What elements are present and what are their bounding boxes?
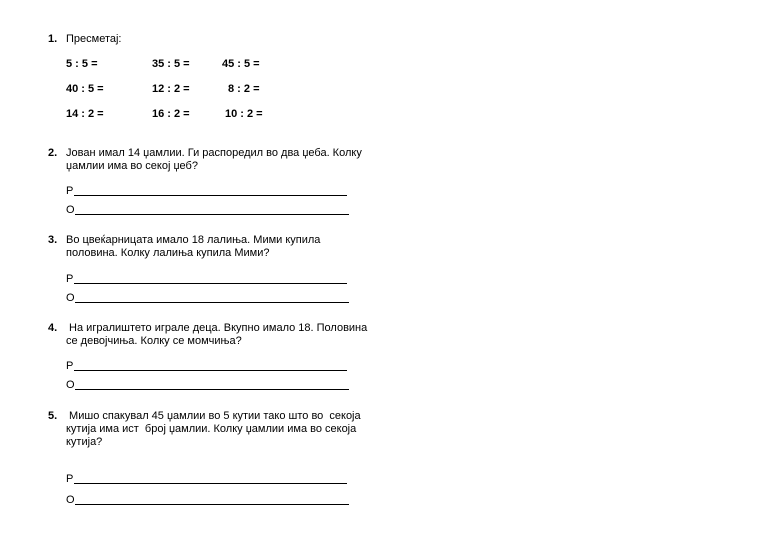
question-1-prompt: Пресметај: <box>66 33 122 45</box>
problem-35-div-5: 35 : 5 = <box>152 58 190 70</box>
question-2-solution-line[interactable] <box>74 195 347 196</box>
question-3-answer-line[interactable] <box>75 302 349 303</box>
problem-10-div-2: 10 : 2 = <box>225 108 263 120</box>
question-5-text-line-1: Мишо спакувал 45 џамлии во 5 кутии тако што во секоја <box>66 410 361 422</box>
question-3-solution-line[interactable] <box>74 283 347 284</box>
problem-45-div-5: 45 : 5 = <box>222 58 260 70</box>
question-3-text-line-1: Во цвеќарницата имало 18 лалиња. Мими купила <box>66 234 321 246</box>
problem-14-div-2: 14 : 2 = <box>66 108 104 120</box>
question-2-text-line-2: џамлии има во секој џеб? <box>66 160 198 172</box>
question-2-text-line-1: Јован имал 14 џамлии. Ги распоредил во два џеба. Колку <box>66 147 362 159</box>
question-4-text-line-2: се девојчиња. Колку се момчиња? <box>66 335 242 347</box>
question-5-text-line-2: кутија има ист број џамлии. Колку џамлии има во секоја <box>66 423 357 435</box>
question-2-number: 2. <box>48 147 58 159</box>
question-5-number: 5. <box>48 410 58 422</box>
question-4-solution-line[interactable] <box>74 370 347 371</box>
question-5-solution-label: Р <box>66 473 74 485</box>
question-3-number: 3. <box>48 234 58 246</box>
problem-40-div-5: 40 : 5 = <box>66 83 104 95</box>
question-2-answer-line[interactable] <box>75 214 349 215</box>
question-3-text-line-2: половина. Колку лалиња купила Мими? <box>66 247 270 259</box>
problem-16-div-2: 16 : 2 = <box>152 108 190 120</box>
question-4-answer-label: О <box>66 379 75 391</box>
question-3-solution-label: Р <box>66 273 74 285</box>
question-1-number: 1. <box>48 33 58 45</box>
question-3-answer-label: О <box>66 292 75 304</box>
question-4-text-line-1: На игралиштето играле деца. Вкупно имало 18. Половина <box>66 322 368 334</box>
problem-12-div-2: 12 : 2 = <box>152 83 190 95</box>
question-4-solution-label: Р <box>66 360 74 372</box>
problem-8-div-2: 8 : 2 = <box>228 83 260 95</box>
question-5-answer-label: О <box>66 494 75 506</box>
question-5-text-line-3: кутија? <box>66 436 103 448</box>
question-4-answer-line[interactable] <box>75 389 349 390</box>
question-2-solution-label: Р <box>66 185 74 197</box>
question-4-number: 4. <box>48 322 58 334</box>
question-2-answer-label: О <box>66 204 75 216</box>
question-5-solution-line[interactable] <box>74 483 347 484</box>
question-5-answer-line[interactable] <box>75 504 349 505</box>
problem-5-div-5: 5 : 5 = <box>66 58 98 70</box>
